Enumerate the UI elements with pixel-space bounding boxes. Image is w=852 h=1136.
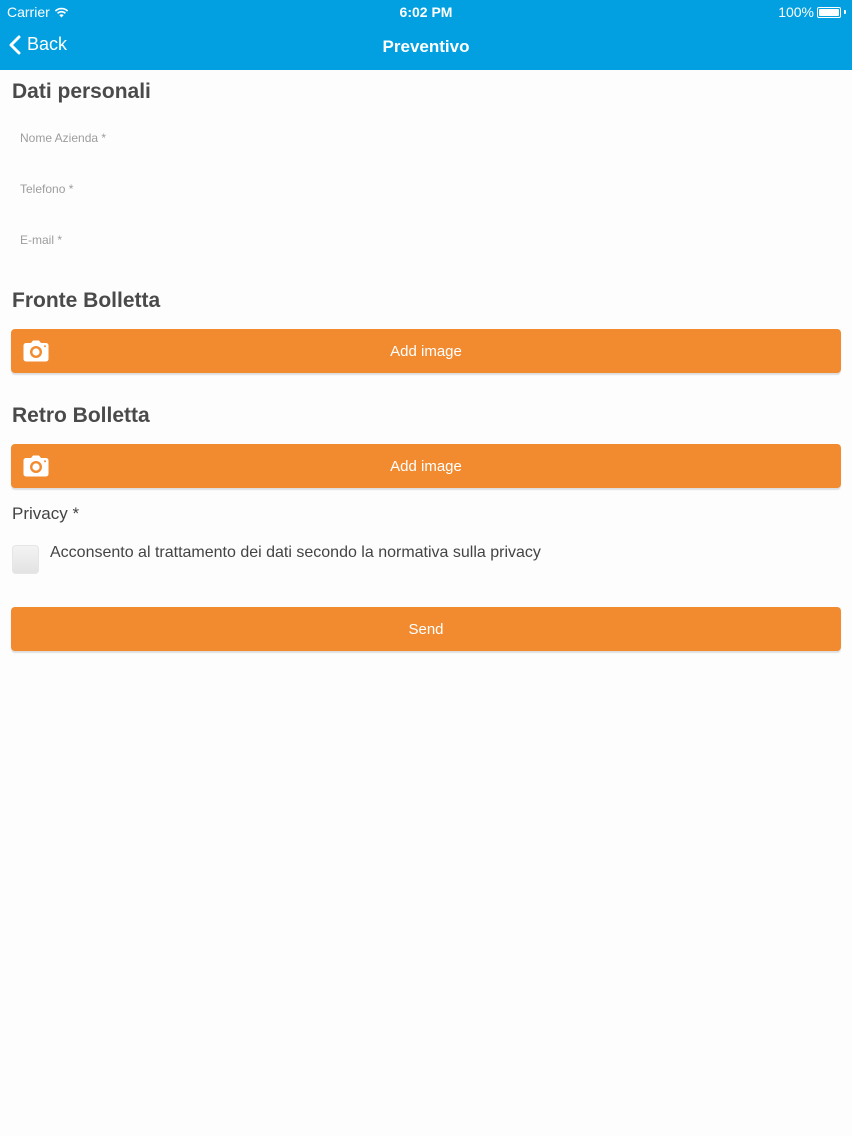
front-add-image-label: Add image bbox=[390, 342, 462, 360]
back-add-image-label: Add image bbox=[390, 457, 462, 475]
carrier-label: Carrier bbox=[7, 4, 50, 20]
personal-data-heading: Dati personali bbox=[12, 80, 151, 103]
status-time: 6:02 PM bbox=[399, 4, 453, 20]
back-label: Back bbox=[27, 34, 68, 54]
battery-status bbox=[778, 4, 846, 20]
app-header bbox=[0, 0, 852, 70]
email-field[interactable] bbox=[11, 220, 841, 260]
front-bill-heading: Fronte Bolletta bbox=[12, 289, 161, 312]
front-add-image-button[interactable] bbox=[11, 329, 841, 373]
back-add-image-button[interactable] bbox=[11, 444, 841, 488]
camera-icon bbox=[23, 340, 49, 362]
privacy-heading: Privacy * bbox=[12, 504, 80, 523]
navigation-bar bbox=[0, 24, 852, 70]
send-label: Send bbox=[408, 620, 444, 638]
privacy-consent-checkbox[interactable] bbox=[12, 545, 39, 574]
battery-icon bbox=[817, 7, 841, 18]
battery-tip bbox=[844, 10, 846, 14]
company-name-field[interactable] bbox=[11, 118, 841, 158]
phone-field[interactable] bbox=[11, 169, 841, 209]
camera-icon bbox=[23, 455, 49, 477]
battery-percent: 100% bbox=[778, 4, 814, 20]
send-button[interactable] bbox=[11, 607, 841, 651]
page-title: Preventivo bbox=[382, 37, 470, 56]
back-bill-heading: Retro Bolletta bbox=[12, 404, 150, 427]
privacy-consent-text: Acconsento al trattamento dei dati secondo la normativa sulla privacy bbox=[50, 544, 541, 561]
status-bar bbox=[0, 0, 852, 24]
